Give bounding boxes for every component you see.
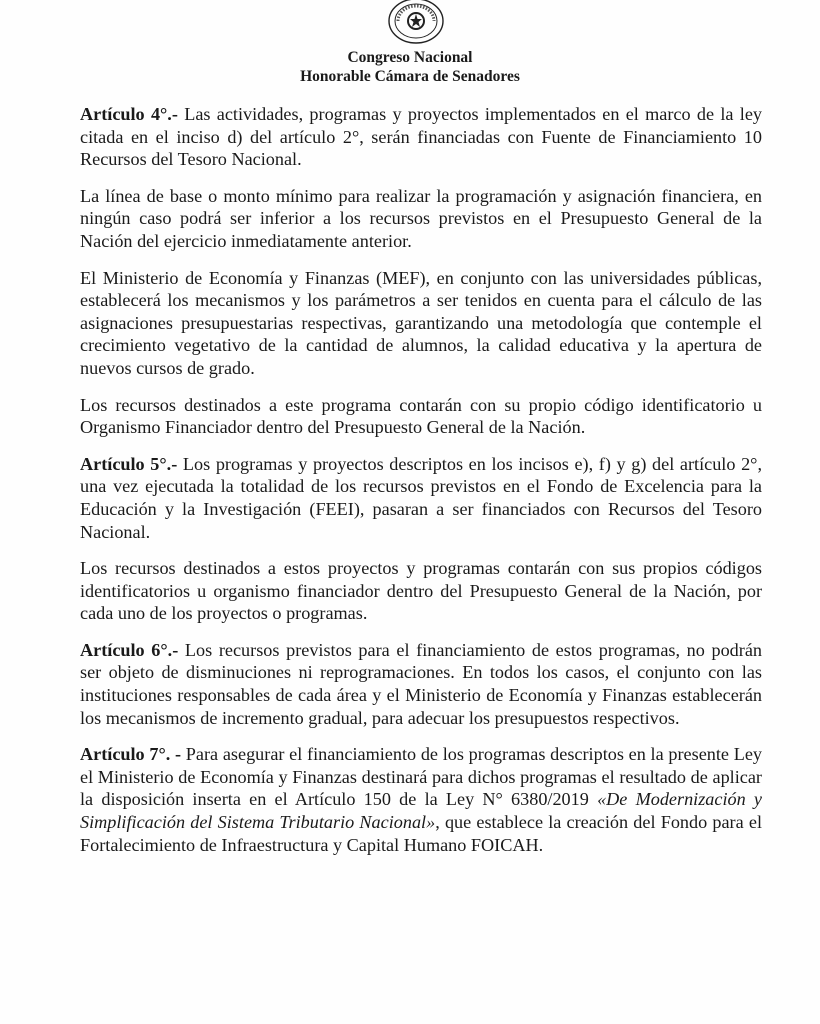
article-4-paragraph-1 [80, 103, 762, 171]
national-seal-icon [385, 0, 447, 46]
article-5-paragraph-2: Los recursos destinados a estos proyectos y programas contarán con sus propios códigos identificatorios u organismo financiador dentro del Presupuesto General de la Nación, por cada uno de los proyectos o programas. [80, 558, 762, 624]
article-4-label: Artículo 4°.- [80, 104, 178, 124]
article-4-paragraph-2: La línea de base o monto mínimo para realizar la programación y asignación financiera, en ningún caso podrá ser inferior a los recursos previstos en el Presupuesto General de la Nación del ejercicio inmediatamente anterior. [80, 185, 762, 251]
article-4-paragraph-4: Los recursos destinados a este programa contarán con su propio código identificatorio u Organismo Financiador dentro del Presupuesto General de la Nación. [80, 394, 762, 438]
article-6-label: Artículo 6°.- [80, 639, 179, 660]
article-5-text: Los programas y proyectos descriptos en los incisos e), f) y g) del artículo 2°, una vez ejecutada la totalidad de los recursos previstos en el Fondo de Excelencia para la Educación y la Investigación (FEEI), pasaran a ser financiados con Recursos del Tesoro Nacional. [80, 453, 763, 542]
article-4-text: Las actividades, programas y proyectos implementados en el marco de la ley citada en el inciso d) del artículo 2°, serán financiadas con Fuente de Financiamiento 10 Recursos del Tesoro Nacional. [80, 104, 762, 170]
institution-name: Congreso Nacional [347, 49, 473, 66]
article-5-label: Artículo 5°.- [80, 453, 178, 474]
article-7-paragraph-1 [80, 743, 762, 856]
chamber-name: Honorable Cámara de Senadores [300, 68, 520, 85]
article-7-text-start: Para asegurar el financiamiento de los programas descriptos en la presente Ley el Ministerio de Economía y Finanzas destinará para dichos programas el resultado de aplicar la disposición inserta en el Artículo 150 de la Ley N° 6380/2019 [80, 744, 762, 810]
article-4-paragraph-3: El Ministerio de Economía y Finanzas (MEF), en conjunto con las universidades públicas, establecerá los mecanismos y los parámetros a ser tenidos en cuenta para el cálculo de las asignaciones presupuestarias respectivas, garantizando una metodología que contemple el crecimiento vegetativo de la cantidad de alumnos, la calidad educativa y la apertura de nuevos cursos de grado. [80, 267, 762, 378]
article-6-paragraph-1 [80, 639, 762, 729]
law-title: «De Modernización y Simplificación del Sistema Tributario Nacional» [80, 789, 762, 833]
document-body [80, 103, 762, 870]
article-7-text-end: , que establece la creación del Fondo para el Fortalecimiento de Infraestructura y Capital Humano FOICAH. [80, 812, 762, 855]
article-6-text: Los recursos previstos para el financiamiento de estos programas, no podrán ser objeto de disminuciones ni reprogramaciones. En todos los casos, el conjunto con las instituciones responsables de cada área y el Ministerio de Economía y Finanzas establecerán los mecanismos de incremento gradual, para adecuar los presupuestos respectivos. [80, 639, 762, 728]
article-5-paragraph-1 [80, 453, 762, 543]
article-7-label: Artículo 7°. - [80, 744, 182, 765]
